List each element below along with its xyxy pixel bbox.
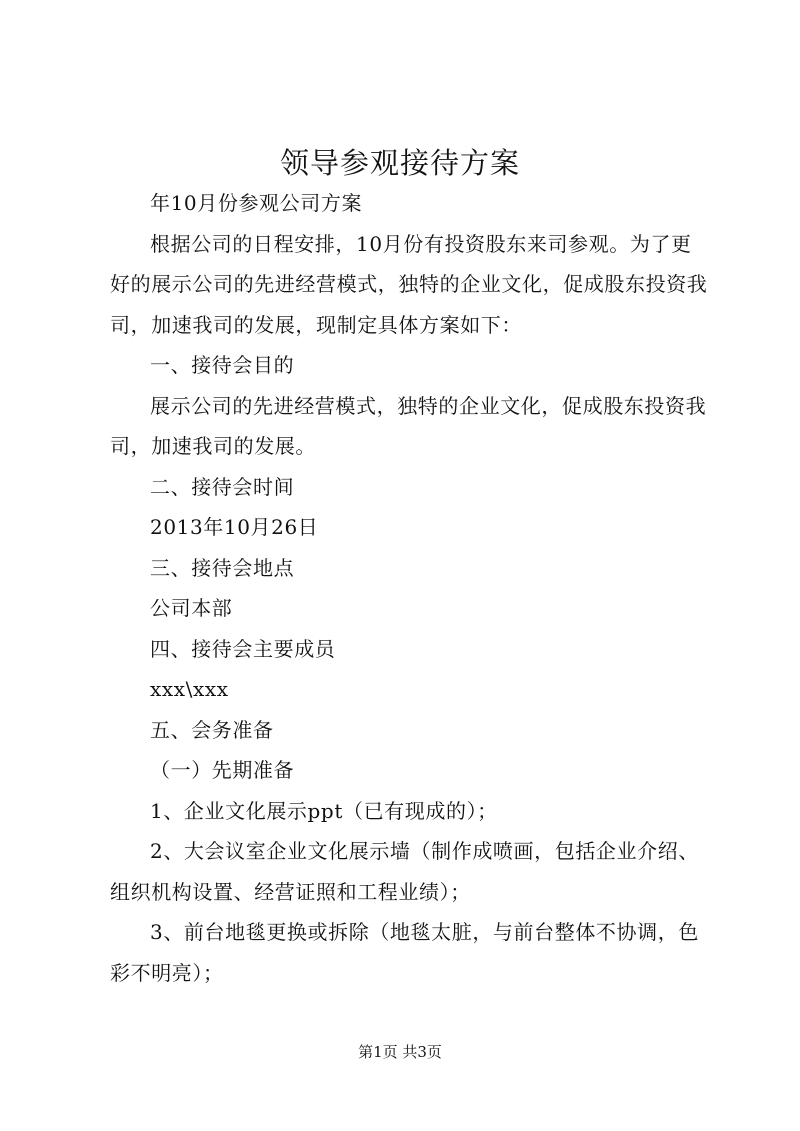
paragraph-members: xxx\xxx [150,677,229,701]
section-heading-purpose: 一、接待会目的 [150,353,295,377]
paragraph-time: 2013年10月26日 [150,515,319,539]
page-number-footer: 第1页 共3页 [358,1043,442,1061]
subsection-heading-early-preparation: （一）先期准备 [150,758,295,782]
list-item-ppt: 1、企业文化展示ppt（已有现成的）； [150,798,498,823]
paragraph-location: 公司本部 [150,596,233,620]
document-body [110,183,710,993]
list-item-carpet: 3、前台地毯更换或拆除（地毯太脏，与前台整体不协调，色彩不明亮）； [110,920,699,985]
section-heading-members: 四、接待会主要成员 [150,636,336,661]
document-title: 领导参观接待方案 [279,146,520,180]
paragraph-purpose: 展示公司的先进经营模式，独特的企业文化，促成股东投资我司，加速我司的发展。 [110,393,707,458]
list-item-display-wall: 2、大会议室企业文化展示墙（制作成喷画，包括企业介绍、组织机构设置、经营证照和工程业绩）； [110,839,699,904]
paragraph-intro-heading: 年10月份参观公司方案 [150,191,363,215]
section-heading-preparation: 五、会务准备 [150,717,274,742]
section-heading-location: 三、接待会地点 [150,555,295,580]
section-heading-time: 二、接待会时间 [150,474,295,499]
paragraph-background: 根据公司的日程安排，10月份有投资股东来司参观。为了更好的展示公司的先进经营模式，独特的企业文化，促成股东投资我司，加速我司的发展，现制定具体方案如下： [110,231,708,337]
